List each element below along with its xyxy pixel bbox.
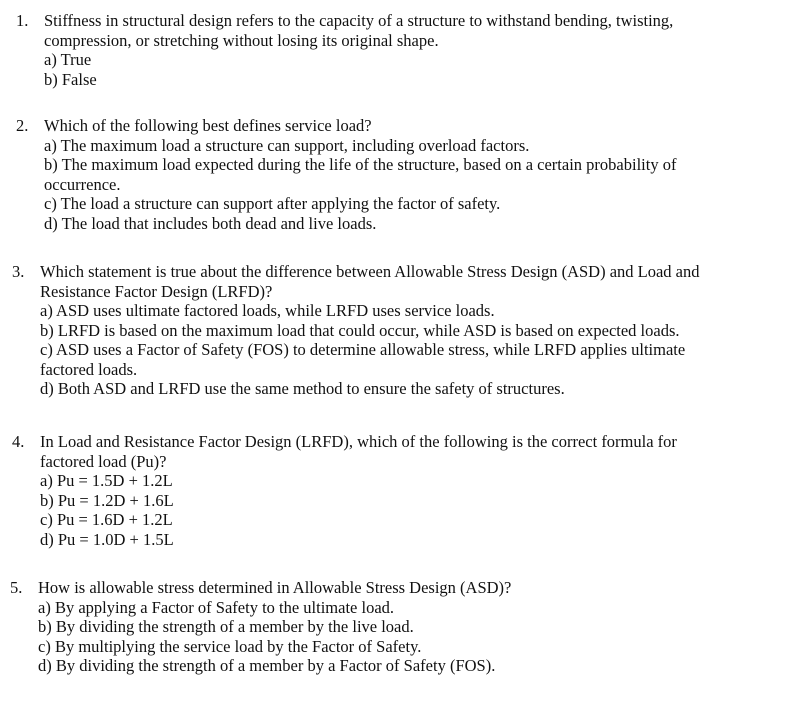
answer-option-d: d) By dividing the strength of a member by a Factor of Safety (FOS). <box>38 656 496 675</box>
question-stem-line: How is allowable stress determined in Allowable Stress Design (ASD)? <box>38 578 512 597</box>
question-number: 3. <box>12 262 25 281</box>
question-stem-line: compression, or stretching without losing its original shape. <box>44 30 439 50</box>
question-body <box>40 432 677 549</box>
answer-option-a: a) By applying a Factor of Safety to the ultimate load. <box>38 597 395 617</box>
question-number: 2. <box>16 116 29 135</box>
question-number: 1. <box>16 11 29 30</box>
answer-option-c-continued: factored loads. <box>40 359 138 379</box>
question-stem-line: Resistance Factor Design (LRFD)? <box>40 281 273 301</box>
question-body <box>40 262 700 399</box>
question-stem-line: factored load (Pu)? <box>40 451 167 471</box>
question-number: 5. <box>10 578 23 597</box>
question-number: 4. <box>12 432 25 451</box>
answer-option-a: a) ASD uses ultimate factored loads, while LRFD uses service loads. <box>40 301 495 320</box>
answer-option-d: d) Pu = 1.0D + 1.5L <box>40 529 174 549</box>
answer-option-b: b) False <box>44 69 97 89</box>
answer-option-b: b) The maximum load expected during the life of the structure, based on a certain probability of <box>44 155 677 174</box>
answer-option-a: a) True <box>44 50 92 69</box>
answer-option-d: d) Both ASD and LRFD use the same method to ensure the safety of structures. <box>40 379 565 398</box>
question-stem-line: Which statement is true about the difference between Allowable Stress Design (ASD) and Load and <box>40 262 700 281</box>
answer-option-a: a) The maximum load a structure can support, including overload factors. <box>44 135 530 155</box>
answer-option-b: b) Pu = 1.2D + 1.6L <box>40 490 174 510</box>
answer-option-a: a) Pu = 1.5D + 1.2L <box>40 471 173 490</box>
answer-option-c: c) By multiplying the service load by the Factor of Safety. <box>38 636 422 656</box>
question-stem-line: In Load and Resistance Factor Design (LRFD), which of the following is the correct formula for <box>40 432 677 451</box>
question-stem-line: Stiffness in structural design refers to the capacity of a structure to withstand bending, twisting, <box>44 11 674 30</box>
answer-option-d: d) The load that includes both dead and live loads. <box>44 213 377 233</box>
question-body <box>38 578 511 676</box>
answer-option-c: c) Pu = 1.6D + 1.2L <box>40 510 173 529</box>
answer-option-c: c) ASD uses a Factor of Safety (FOS) to determine allowable stress, while LRFD applies ultimate <box>40 340 686 359</box>
answer-option-c: c) The load a structure can support after applying the factor of safety. <box>44 194 501 213</box>
question-body <box>44 11 673 89</box>
question-body <box>44 116 676 233</box>
question-stem-line: Which of the following best defines service load? <box>44 116 372 135</box>
answer-option-b: b) By dividing the strength of a member by the live load. <box>38 617 414 636</box>
answer-option-b: b) LRFD is based on the maximum load that could occur, while ASD is based on expected loads. <box>40 320 680 340</box>
answer-option-b-continued: occurrence. <box>44 174 121 194</box>
